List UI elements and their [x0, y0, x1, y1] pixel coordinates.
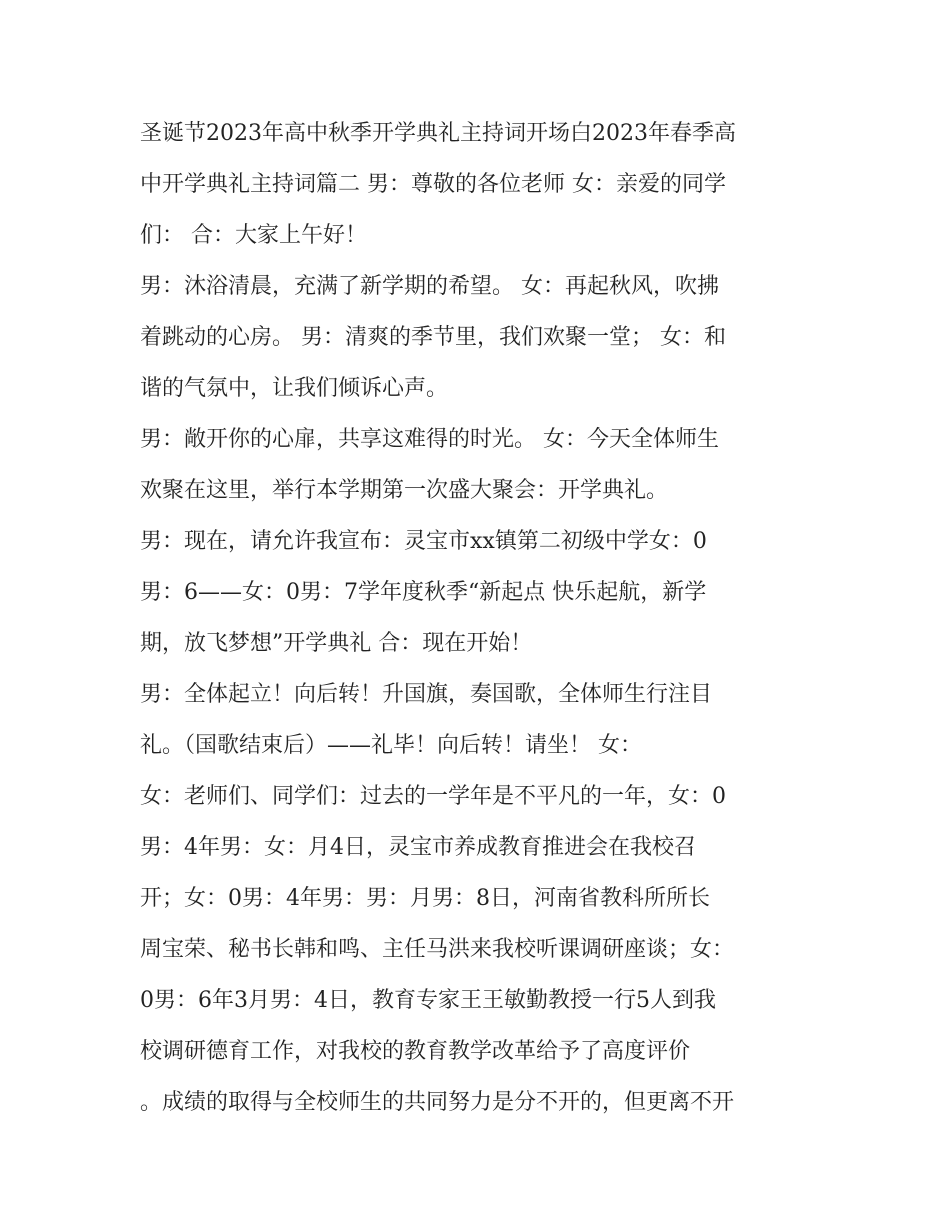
text-line: 礼。（国歌结束后）——礼毕！向后转！请坐！ 女： [140, 733, 642, 758]
text-line: 男：现在，请允许我宣布：灵宝市xx镇第二初级中学女：0 [140, 529, 707, 554]
text-line: 们： 合：大家上午好！ [140, 223, 367, 248]
text-line: 开；女：0男：4年男：男：月男：8日，河南省教科所所长 [140, 886, 710, 911]
text-line: 着跳动的心房。 男：清爽的季节里，我们欢聚一堂； 女：和 [140, 325, 726, 350]
text-line: 校调研德育工作，对我校的教育教学改革给予了高度评价 [140, 1039, 691, 1064]
text-line: 男：敞开你的心扉，共享这难得的时光。 女：今天全体师生 [140, 427, 719, 452]
text-line: 男：全体起立！向后转！升国旗，奏国歌，全体师生行注目 [140, 682, 713, 707]
text-line: 男：4年男：女：月4日，灵宝市养成教育推进会在我校召 [140, 835, 696, 860]
text-line: 女：老师们、同学们：过去的一学年是不平凡的一年，女：0 [140, 784, 726, 809]
text-line: 男：6——女：0男：7学年度秋季“新起点 快乐起航，新学 [140, 580, 707, 605]
text-line: 中开学典礼主持词篇二 男：尊敬的各位老师 女：亲爱的同学 [140, 172, 726, 197]
text-line: 男：沐浴清晨，充满了新学期的希望。 女：再起秋风，吹拂 [140, 274, 719, 299]
text-line: 欢聚在这里，举行本学期第一次盛大聚会：开学典礼。 [140, 478, 669, 503]
text-line: 。成绩的取得与全校师生的共同努力是分不开的，但更离不开 [140, 1090, 735, 1115]
text-line: 圣诞节2023年高中秋季开学典礼主持词开场白2023年春季高 [140, 121, 736, 146]
text-line: 0男：6年3月男：4日，教育专家王王敏勤教授一行5人到我 [140, 988, 716, 1013]
text-line: 周宝荣、秘书长韩和鸣、主任马洪来我校听课调研座谈；女： [140, 937, 735, 962]
document-body [140, 108, 816, 1128]
text-line: 谐的气氛中，让我们倾诉心声。 [140, 376, 449, 401]
text-line: 期，放飞梦想”开学典礼 合：现在开始！ [140, 631, 533, 656]
